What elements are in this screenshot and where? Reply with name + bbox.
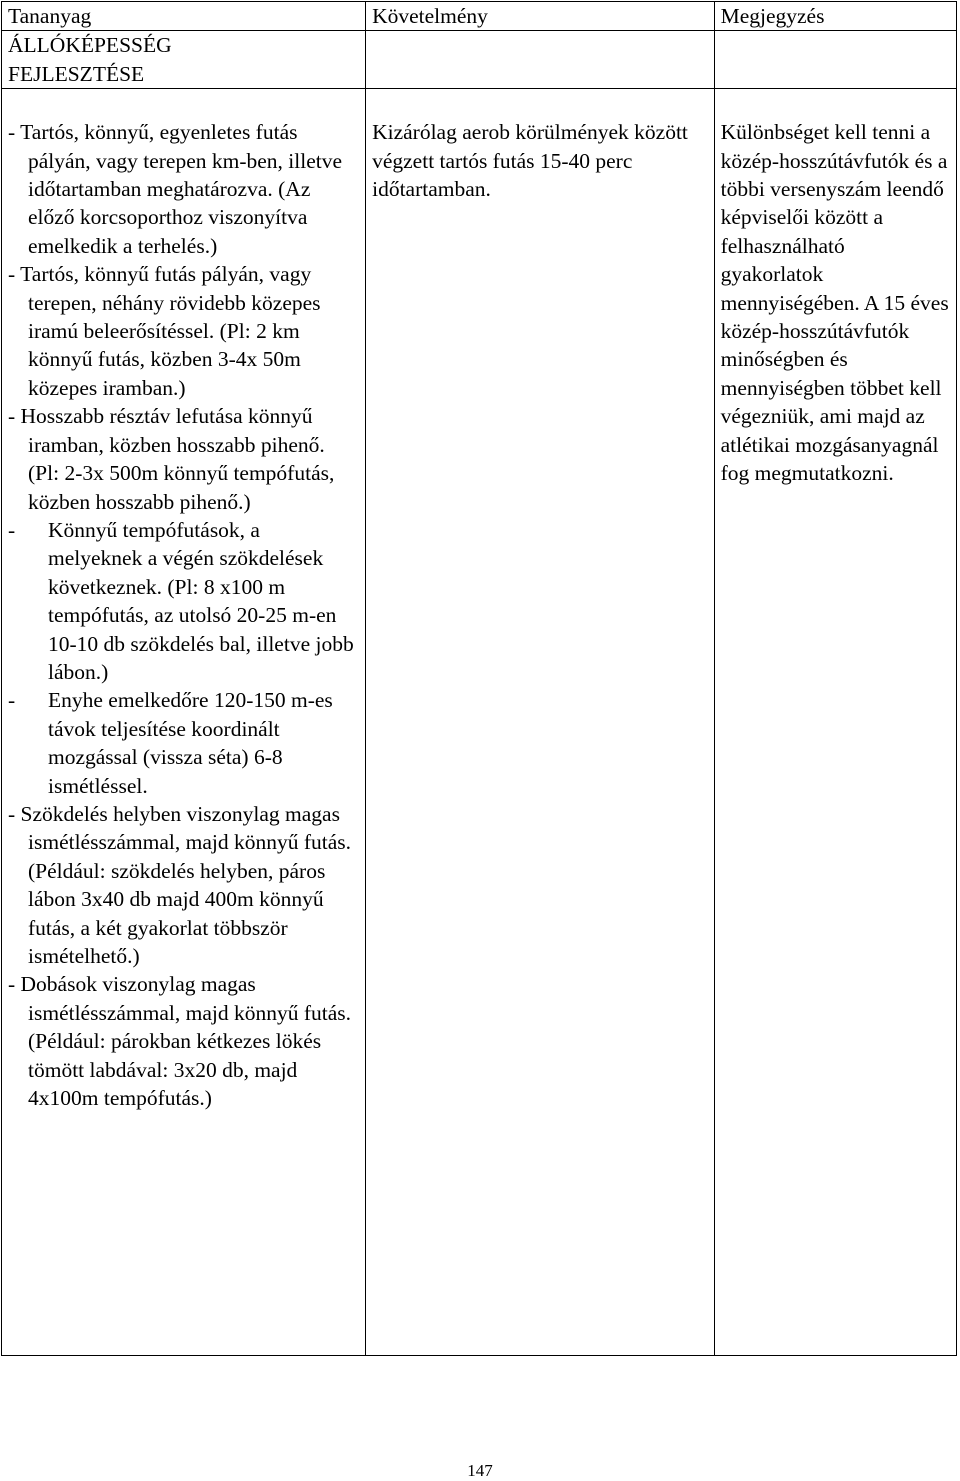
list-dash: - bbox=[8, 688, 16, 713]
note-cell bbox=[714, 89, 956, 1356]
curriculum-table bbox=[1, 1, 957, 1356]
list-item: - Tartós, könnyű futás pályán, vagy terepen, néhány rövidebb közepes iramú beleerősítéssel. (Pl: 2 km könnyű futás, közben 3-4x 50m közepes iramban.) bbox=[8, 262, 321, 400]
list-item-text: Könnyű tempófutások, a melyeknek a végén szökdelések következnek. (Pl: 8 x100 m tempófutás, az utolsó 20-25 m-en 10-10 db szökdelés bal, illetve jobb lábon.) bbox=[48, 517, 354, 684]
list-item bbox=[8, 686, 359, 800]
header-kovetelmeny: Követelmény bbox=[366, 2, 715, 31]
content-cell bbox=[2, 89, 366, 1356]
list-item: - Hosszabb résztáv lefutása könnyű iramban, közben hosszabb pihenő. (Pl: 2-3x 500m könnyű tempófutás, közben hosszabb pihenő.) bbox=[8, 404, 335, 514]
section-title-row bbox=[2, 31, 957, 89]
top-spacer bbox=[721, 90, 950, 118]
page-number: 147 bbox=[467, 1461, 493, 1480]
list-item: - Dobások viszonylag magas ismétlésszámmal, majd könnyű futás. (Például: párokban kétkezes lökés tömött labdával: 3x20 db, majd 4x100m tempófutás.) bbox=[8, 972, 352, 1111]
section-title-empty-cell-3 bbox=[714, 31, 956, 89]
header-row bbox=[2, 2, 957, 31]
content-row bbox=[2, 89, 957, 1356]
list-dash: - bbox=[8, 517, 16, 542]
top-spacer bbox=[372, 90, 708, 118]
list-item: - Szökdelés helyben viszonylag magas ismétlésszámmal, majd könnyű futás. (Például: szökdelés helyben, páros lábon 3x40 db majd 400m könnyű futás, a két gyakorlat többször ismételhető.) bbox=[8, 801, 352, 968]
list-item bbox=[8, 516, 359, 686]
section-title-line-2: FEJLESZTÉSE bbox=[8, 61, 145, 86]
requirement-text: Kizárólag aerob körülmények között végzett tartós futás 15-40 perc időtartamban. bbox=[372, 120, 688, 202]
header-tananyag: Tananyag bbox=[2, 2, 366, 31]
section-title-cell bbox=[2, 31, 366, 89]
header-megjegyzes: Megjegyzés bbox=[714, 2, 956, 31]
note-text: Különbséget kell tenni a közép-hosszútávfutók és a többi versenyszám leendő képviselői között a felhasználható gyakorlatok mennyiségében. A 15 éves közép-hosszútávfutók minőségben és mennyiségben többet kell végezniük, ami majd az atlétikai mozgásanyagnál fog megmutatkozni. bbox=[720, 120, 949, 486]
top-spacer bbox=[8, 90, 359, 118]
section-title-line-1: ÁLLÓKÉPESSÉG bbox=[8, 33, 172, 58]
list-item: - Tartós, könnyű, egyenletes futás pályán, vagy terepen km-ben, illetve időtartamban meghatározva. (Az előző korcsoporthoz viszonyítva emelkedik a terhelés.) bbox=[8, 120, 343, 258]
list-item-text: Enyhe emelkedőre 120-150 m-es távok teljesítése koordinált mozgással (vissza séta) 6-8 ismétléssel. bbox=[48, 688, 333, 798]
section-title-empty-cell-2 bbox=[366, 31, 715, 89]
requirement-cell bbox=[366, 89, 715, 1356]
